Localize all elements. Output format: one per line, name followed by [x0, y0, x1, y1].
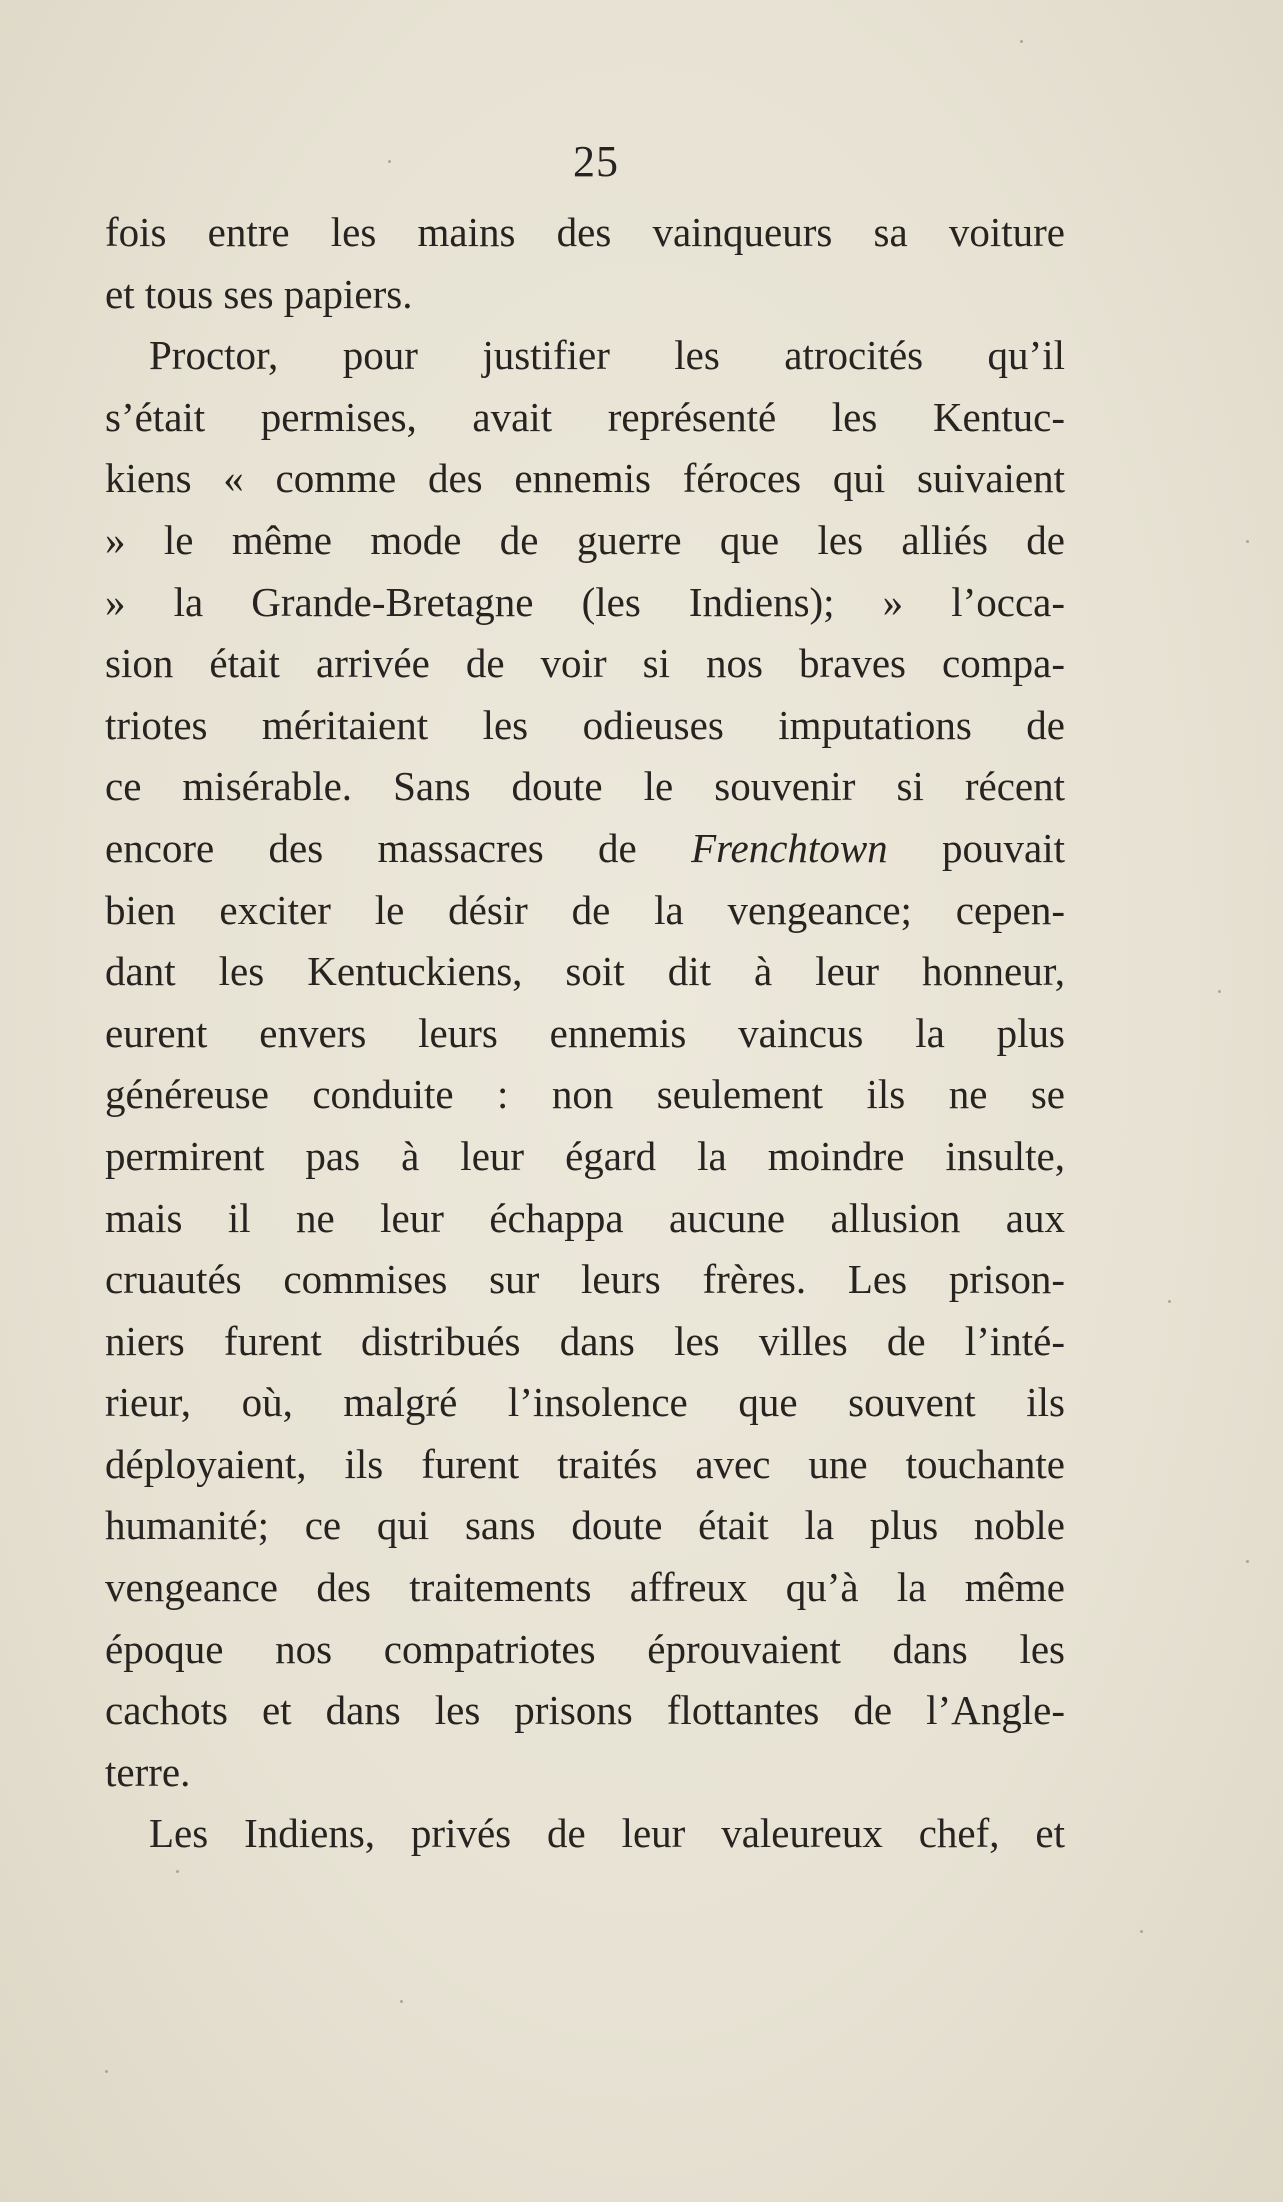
paper-speck: [400, 2000, 403, 2003]
text-line: bien exciter le désir de la vengeance; cepen-: [105, 886, 1065, 933]
paragraph-start-line: Les Indiens, privés de leur valeureux chef, et: [149, 1810, 1065, 1857]
text-line: dant les Kentuckiens, soit dit à leur honneur,: [105, 948, 1065, 995]
text-run: encore des massacres de: [105, 824, 692, 871]
text-line: sion était arrivée de voir si nos braves compa-: [105, 640, 1065, 687]
text-line: niers furent distribués dans les villes de l’inté-: [105, 1317, 1065, 1364]
page-number: 25: [573, 137, 619, 186]
text-line: déployaient, ils furent traités avec une touchante: [105, 1440, 1065, 1487]
paper-speck: [1246, 540, 1249, 543]
paper-speck: [1218, 990, 1221, 993]
place-name-italic: Frenchtown: [691, 824, 888, 871]
text-line: humanité; ce qui sans doute était la plus noble: [105, 1502, 1065, 1549]
text-line: époque nos compatriotes éprouvaient dans les: [105, 1625, 1065, 1672]
text-line: généreuse conduite : non seulement ils ne se: [105, 1071, 1065, 1118]
paper-speck: [105, 2070, 108, 2073]
paper-speck: [176, 1870, 179, 1873]
text-line: eurent envers leurs ennemis vaincus la plus: [105, 1009, 1065, 1056]
paper-speck: [388, 160, 391, 163]
text-line: [105, 818, 1065, 880]
text-line: cruautés commises sur leurs frères. Les prison-: [105, 1256, 1065, 1303]
text-line: rieur, où, malgré l’insolence que souvent ils: [105, 1379, 1065, 1426]
paper-speck: [1168, 1300, 1171, 1303]
body-text: [105, 202, 1065, 1865]
text-line: s’était permises, avait représenté les Kentuc-: [105, 393, 1065, 440]
paper-speck: [1246, 1560, 1249, 1563]
text-line: » la Grande-Bretagne (les Indiens); » l’occa-: [105, 578, 1065, 625]
text-line: vengeance des traitements affreux qu’à la même: [105, 1564, 1065, 1611]
text-line: mais il ne leur échappa aucune allusion aux: [105, 1194, 1065, 1241]
text-line: triotes méritaient les odieuses imputations de: [105, 701, 1065, 748]
text-line: fois entre les mains des vainqueurs sa voiture: [105, 209, 1065, 255]
text-line: cachots et dans les prisons flottantes de l’Angle-: [105, 1687, 1065, 1734]
paper-speck: [1020, 40, 1023, 43]
text-line: permirent pas à leur égard la moindre insulte,: [105, 1132, 1065, 1179]
text-line: ce misérable. Sans doute le souvenir si récent: [105, 763, 1065, 810]
paper-speck: [1140, 1930, 1143, 1933]
text-line: et tous ses papiers.: [105, 270, 413, 317]
text-run: pouvait: [887, 824, 1065, 871]
text-line: » le même mode de guerre que les alliés de: [105, 516, 1065, 563]
text-line: kiens « comme des ennemis féroces qui suivaient: [105, 455, 1065, 502]
text-line: terre.: [105, 1748, 191, 1795]
paragraph-start-line: Proctor, pour justifier les atrocités qu’il: [149, 332, 1065, 379]
